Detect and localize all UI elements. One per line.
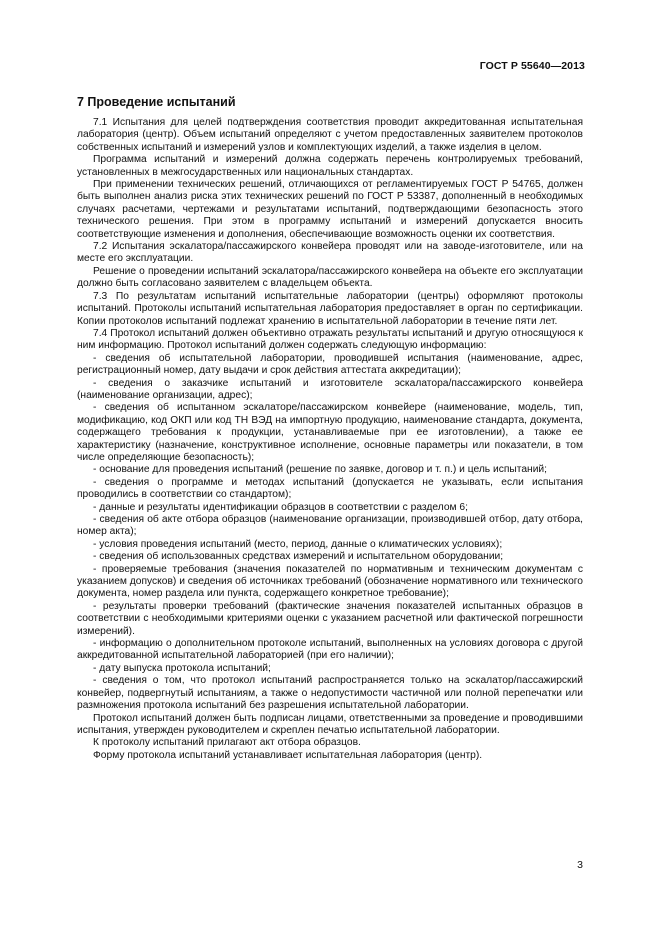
paragraph: - условия проведения испытаний (место, период, данные о климатических условиях); (93, 538, 503, 550)
paragraph: - данные и результаты идентификации образцов в соответствии с разделом 6; (93, 501, 468, 513)
paragraph: - сведения об испытательной лаборатории, проводившей испытания (наименование, адрес, регистрационный номер, дату выдачи и срок действия аттестата аккредитации); (77, 352, 583, 377)
paragraph: При применении технических решений, отличающихся от регламентируемых ГОСТ Р 54765, должен быть выполнен анализ риска этих технических решений по ГОСТ Р 53387, дополненный в необходимых случаях расчетами, чертежами и результатами испытаний, подтверждающими безопасность этого технического решения. При этом в программу испытаний и измерений допускается вносить соответствующие изменения и дополнения, обеспечивающие возможность оценки их соответствия. (77, 179, 583, 240)
paragraph: - сведения о том, что протокол испытаний распространяется только на эскалатор/пассажирский конвейер, подвергнутый испытаниям, а также о недопустимости частичной или полной перепечатки или размножения протокола испытаний без разрешения испытательной лаборатории. (77, 675, 583, 712)
paragraph: - результаты проверки требований (фактические значения показателей испытанных образцов в соответствии с необходимыми критериями оценки с указанием расчетной или фактической погрешности измерений). (77, 600, 583, 637)
paragraph: - сведения о программе и методах испытаний (допускается не указывать, если испытания проводились в соответствии со стандартом); (77, 476, 583, 501)
paragraph: Программа испытаний и измерений должна содержать перечень контролируемых требований, установленных в межгосударственных или национальных стандартах. (77, 154, 583, 178)
paragraph: 7.3 По результатам испытаний испытательные лаборатории (центры) оформляют протоколы испытаний. Протоколы испытаний испытательная лаборатория предоставляет в орган по сертификации. Копии протоколов испытаний подлежат хранению в испытательной лаборатории в течение пяти лет. (77, 290, 583, 327)
paragraph: - сведения об использованных средствах измерений и испытательном оборудовании; (93, 551, 504, 563)
paragraph: Форму протокола испытаний устанавливает испытательная лаборатория (центр). (93, 749, 483, 761)
paragraph: 7.4 Протокол испытаний должен объективно отражать результаты испытаний и другую относящуюся к ним информацию. Протокол испытаний должен содержать следующую информацию: (77, 327, 583, 352)
paragraph: - сведения об испытанном эскалаторе/пассажирском конвейере (наименование, модель, тип, модификацию, код ОКП или код ТН ВЭД на импортную продукцию, наименование стандарта, документа, содержащего требования к продукции, устанавливаемые при ее изготовлении), а также ее характеристику (назначение, конструктивное исполнение, основные параметры или показатели, в том числе определяющие безопасность); (77, 402, 583, 463)
paragraph: 7.2 Испытания эскалатора/пассажирского конвейера проводят или на заводе-изготовителе, или на месте его эксплуатации. (77, 241, 583, 265)
section-body (77, 117, 583, 762)
paragraph: - сведения об акте отбора образцов (наименование организации, производившей отбор, дату отбора, номер акта); (77, 514, 583, 538)
page-number: 3 (577, 859, 583, 871)
paragraph: Протокол испытаний должен быть подписан лицами, ответственными за проведение и проводившими испытания, утвержден руководителем и скреплен печатью испытательной лаборатории. (77, 712, 583, 736)
paragraph: - проверяемые требования (значения показателей по нормативным и техническим документам с указанием допусков) и сведения об источниках требований (обозначение нормативного или технического документа, номер раздела или пункта, содержащего конкретное требование); (77, 563, 583, 600)
paragraph: 7.1 Испытания для целей подтверждения соответствия проводит аккредитованная испытательная лаборатория (центр). Объем испытаний определяют с учетом предоставленных заявителем протоколов собственных испытаний и измерений узлов и комплектующих изделий, а также изделия в целом. (77, 117, 583, 153)
paragraph: - основание для проведения испытаний (решение по заявке, договор и т. п.) и цель испытаний; (93, 464, 547, 476)
paragraph: - дату выпуска протокола испытаний; (93, 662, 271, 674)
section-title: 7 Проведение испытаний (77, 95, 236, 109)
paragraph: - информацию о дополнительном протоколе испытаний, выполненных на условиях договора с другой аккредитованной испытательной лабораторией (при его наличии); (77, 638, 583, 662)
paragraph: К протоколу испытаний прилагают акт отбора образцов. (93, 737, 361, 749)
paragraph: Решение о проведении испытаний эскалатора/пассажирского конвейера на объекте его эксплуатации должно быть согласовано заявителем с владельцем объекта. (77, 265, 583, 290)
document-code: ГОСТ Р 55640—2013 (479, 60, 585, 72)
paragraph: - сведения о заказчике испытаний и изготовителе эскалатора/пассажирского конвейера (наименование организации, адрес); (77, 377, 583, 401)
